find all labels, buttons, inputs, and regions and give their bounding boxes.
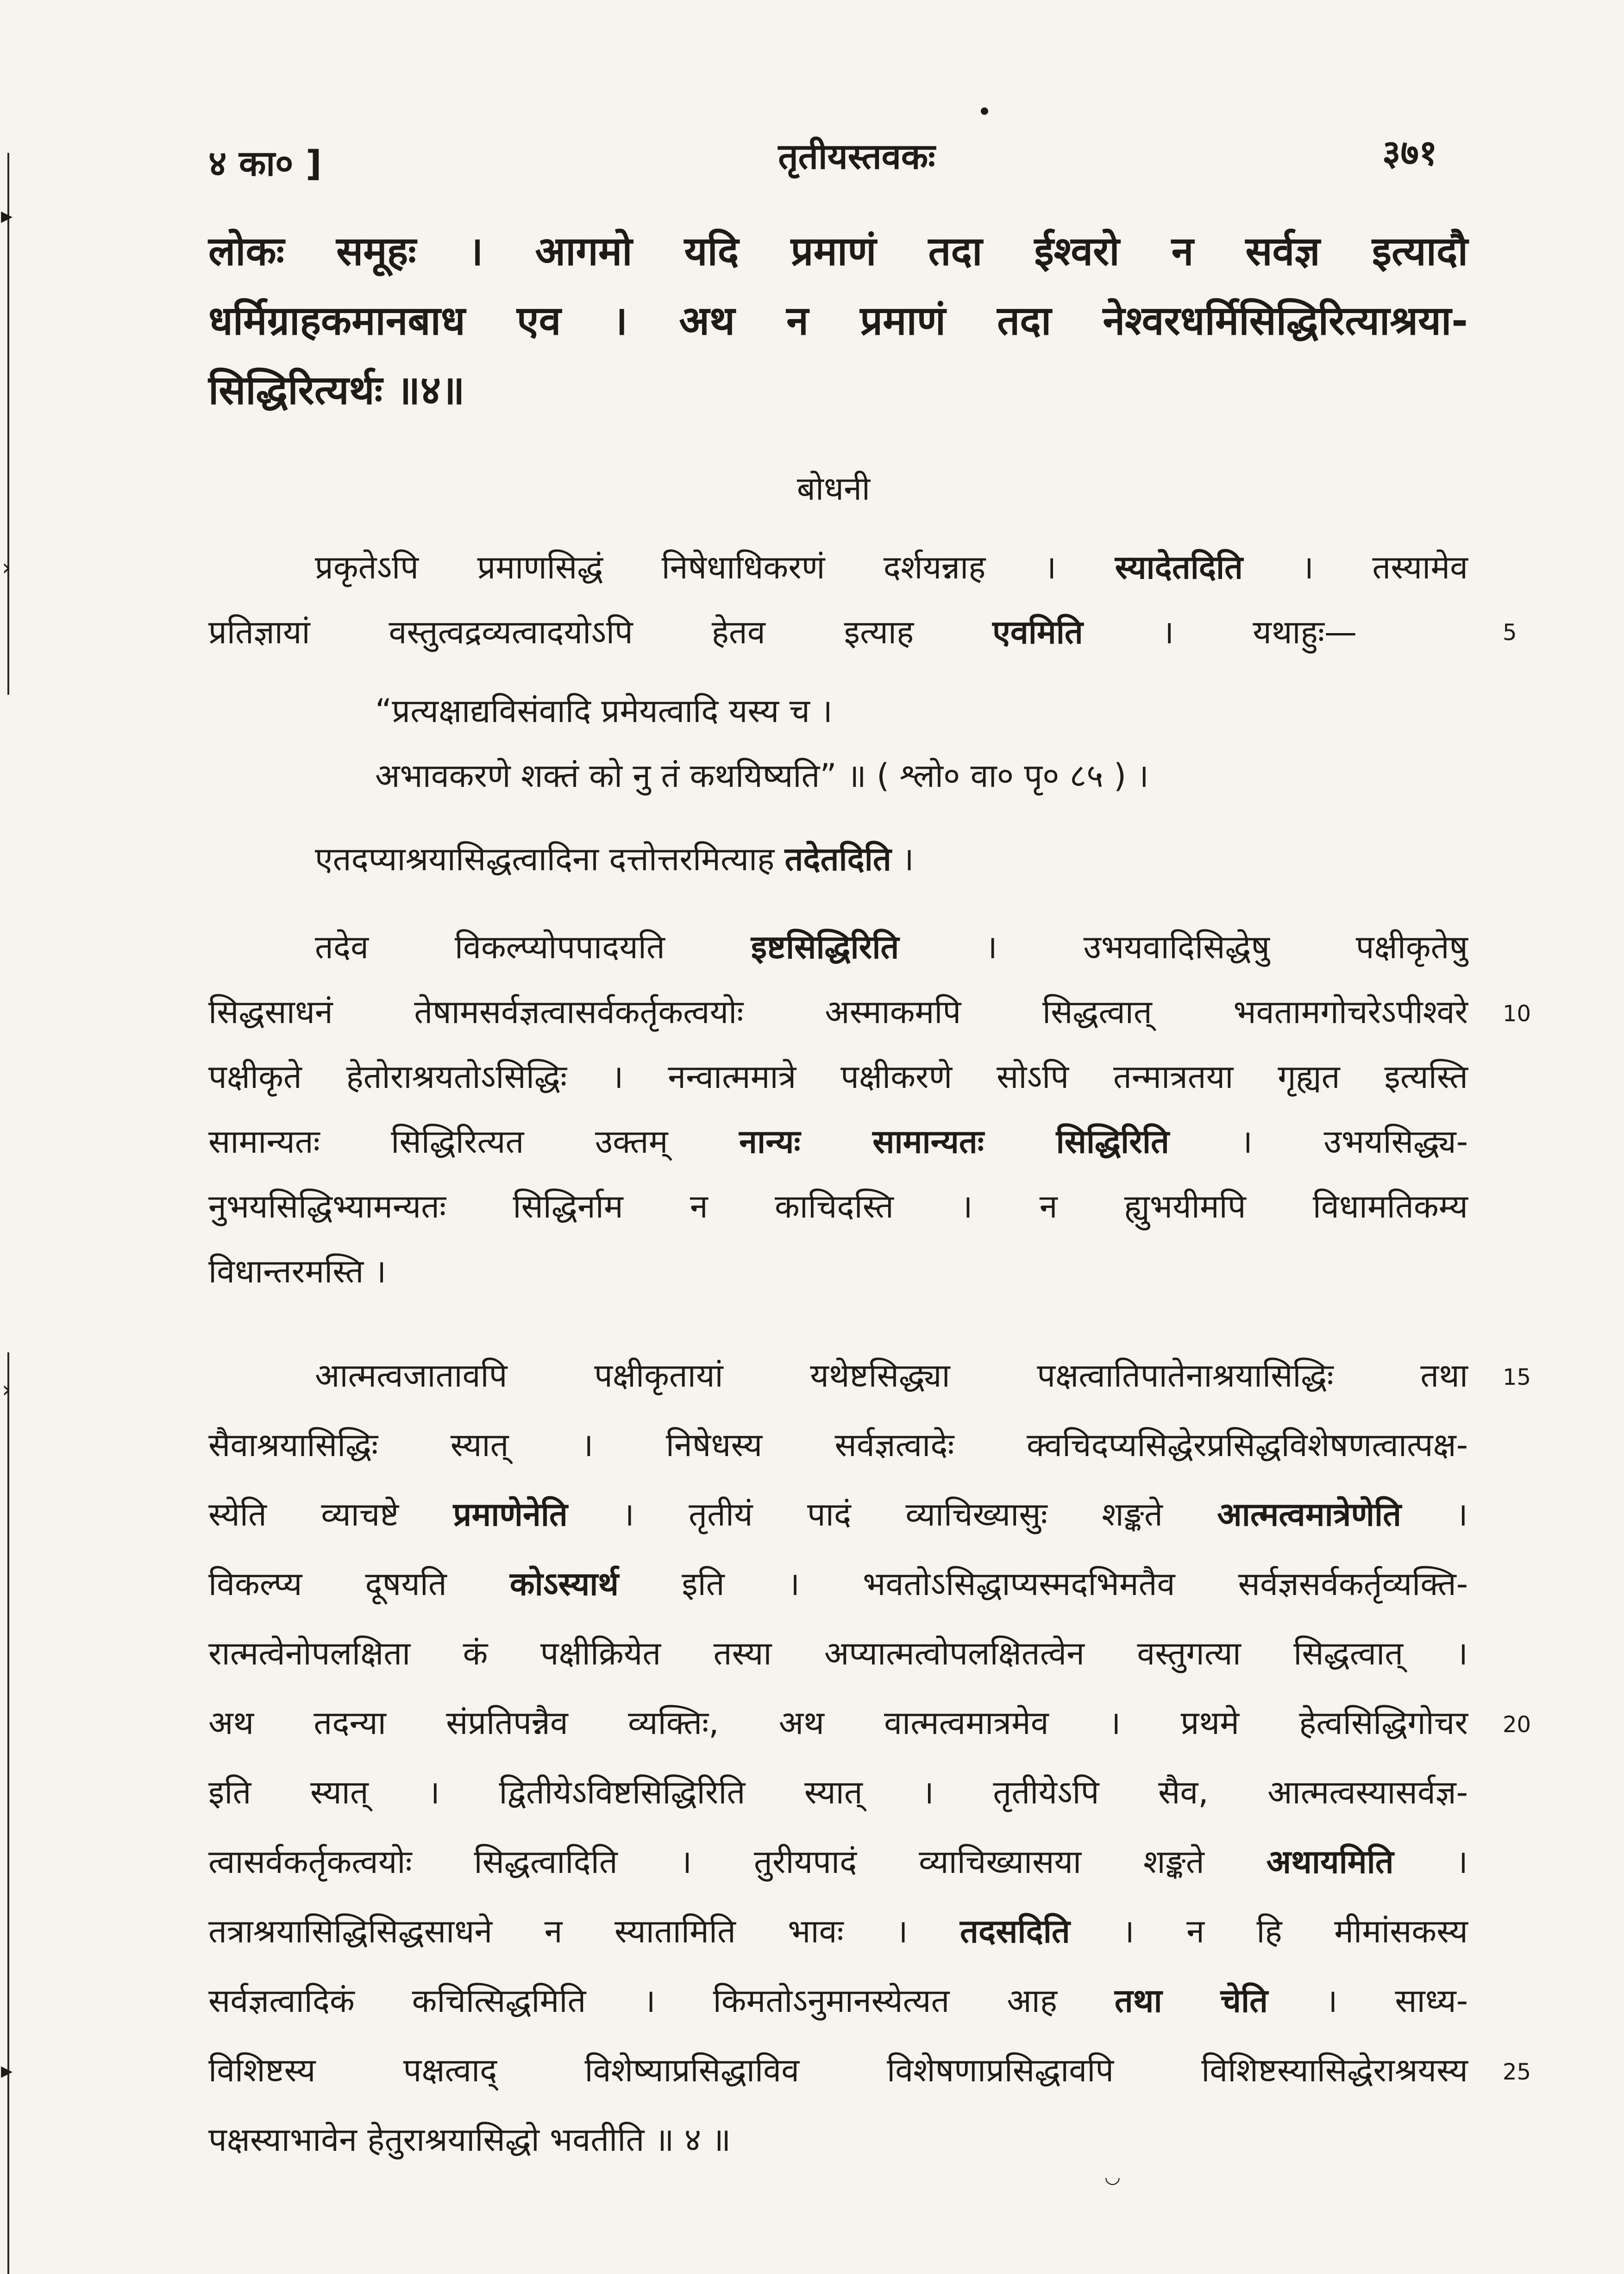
commentary-title: बोधनी [796, 470, 871, 508]
commentary-line: सामान्यतः सिद्धिरित्यत उक्तम् नान्यः सामान्यतः सिद्धिरिति । उभयसिद्ध्य- [208, 1123, 1468, 1161]
commentary-pratika: तथा चेति [1114, 1982, 1268, 2020]
scanned-page-edge [0, 0, 16, 2274]
commentary-line: सिद्धसाधनं तेषामसर्वज्ञत्वासर्वकर्तृकत्वयोः अस्माकमपि सिद्धत्वात् भवतामगोचरेऽपीश्वरे [208, 993, 1468, 1031]
print-speck [981, 107, 988, 115]
edge-arrow-mark: › [2, 554, 11, 581]
verse-quote-line: “प्रत्यक्षाद्यविसंवादि प्रमेयत्वादि यस्य च । [375, 692, 833, 730]
commentary-pratika: कोऽस्यार्थ [509, 1565, 619, 1603]
commentary-line: सैवाश्रयासिद्धिः स्यात् । निषेधस्य सर्वज्ञत्वादेः क्वचिदप्यसिद्धेरप्रसिद्धविशेषणत्वात्पक्ष- [208, 1426, 1468, 1464]
commentary-line: विशिष्टस्य पक्षत्वाद् विशेष्याप्रसिद्धाविव विशेषणाप्रसिद्धावपि विशिष्टस्यासिद्धेराश्रयस्य [208, 2051, 1468, 2089]
header-page-number: ३७१ [1382, 132, 1437, 173]
commentary-line: स्येति व्याचष्टे प्रमाणेनेति । तृतीयं पादं व्याचिख्यासुः शङ्कते आत्मत्वमात्रेणेति । [208, 1495, 1468, 1533]
header-part-number: ४ का० ] [208, 143, 322, 184]
print-speck: ◡ [1104, 2166, 1121, 2187]
commentary-pratika: आत्मत्वमात्रेणेति [1217, 1495, 1402, 1533]
commentary-pratika: इष्टसिद्धिरिति [751, 928, 899, 966]
binding-shadow [7, 153, 9, 695]
commentary-line: नुभयसिद्धिभ्यामन्यतः सिद्धिर्नाम न काचिदस्ति । न ह्युभयीमपि विधामतिकम्य [208, 1187, 1468, 1225]
line-number: 10 [1503, 1001, 1531, 1027]
commentary-line: विकल्प्य दूषयति कोऽस्यार्थ इति । भवतोऽसिद्धाप्यस्मदभिमतैव सर्वज्ञसर्वकर्तृव्यक्ति- [208, 1565, 1468, 1603]
commentary-line: अथ तदन्या संप्रतिपन्नैव व्यक्तिः, अथ वात्मत्वमात्रमेव । प्रथमे हेत्वसिद्धिगोचर [208, 1704, 1468, 1742]
commentary-line: तदेव विकल्प्योपपादयति इष्टसिद्धिरिति । उभयवादिसिद्धेषु पक्षीकृतेषु [315, 928, 1468, 966]
commentary-line: इति स्यात् । द्वितीयेऽविष्टसिद्धिरिति स्यात् । तृतीयेऽपि सैव, आत्मत्वस्यासर्वज्ञ- [208, 1773, 1468, 1811]
binding-shadow [7, 1352, 9, 2274]
verse-quote-line: अभावकरणे शक्तं को नु तं कथयिष्यति” ॥ ( श्लो० वा० पृ० ८५ ) । [375, 757, 1149, 795]
commentary-pratika: एवमिति [992, 613, 1083, 651]
commentary-line: त्वासर्वकर्तृकत्वयोः सिद्धत्वादिति । तुरीयपादं व्याचिख्यासया शङ्कते अथायमिति । [208, 1843, 1468, 1881]
commentary-line: रात्मत्वेनोपलक्षिता कं पक्षीक्रियेत तस्या अप्यात्मत्वोपलक्षितत्वेन वस्तुगत्या सिद्धत्वात् । [208, 1634, 1468, 1672]
commentary-line: सर्वज्ञत्वादिकं कचित्सिद्धमिति । किमतोऽनुमानस्येत्यत आह तथा चेति । साध्य- [208, 1982, 1468, 2020]
commentary-line: आत्मत्वजातावपि पक्षीकृतायां यथेष्टसिद्ध्या पक्षत्वातिपातेनाश्रयासिद्धिः तथा [315, 1357, 1468, 1395]
commentary-pratika: नान्यः सामान्यतः सिद्धिरिति [739, 1123, 1169, 1161]
commentary-line: एतदप्याश्रयासिद्धत्वादिना दत्तोत्तरमित्याह तदेतदिति । [315, 840, 914, 878]
commentary-line: प्रकृतेऽपि प्रमाणसिद्धं निषेधाधिकरणं दर्शयन्नाह । स्यादेतदिति । तस्यामेव [315, 548, 1468, 586]
commentary-line: पक्षस्याभावेन हेतुराश्रयासिद्धो भवतीति ॥ ४ ॥ [208, 2121, 731, 2159]
line-number: 25 [1503, 2059, 1531, 2085]
commentary-pratika: स्यादेतदिति [1115, 548, 1243, 586]
commentary-pratika: प्रमाणेनेति [453, 1495, 568, 1533]
commentary-line: पक्षीकृते हेतोराश्रयतोऽसिद्धिः । नन्वात्ममात्रे पक्षीकरणे सोऽपि तन्मात्रतया गृह्यत इत्यस्ति [208, 1058, 1468, 1096]
commentary-line: विधान्तरमस्ति । [208, 1252, 387, 1290]
commentary-pratika: तदेतदिति [784, 840, 891, 878]
main-text-line: धर्मिग्राहकमानबाध एव । अथ न प्रमाणं तदा नेश्वरधर्मिसिद्धिरित्याश्रया- [208, 298, 1468, 344]
commentary-pratika: तदसदिति [960, 1912, 1070, 1950]
line-number: 20 [1503, 1712, 1531, 1738]
header-running-title: तृतीयस्तवकः [778, 136, 935, 177]
commentary-pratika: अथायमिति [1266, 1843, 1394, 1881]
commentary-line: तत्राश्रयासिद्धिसिद्धसाधने न स्यातामिति भावः । तदसदिति । न हि मीमांसकस्य [208, 1912, 1468, 1950]
line-number: 5 [1503, 620, 1517, 646]
edge-arrow-mark: ▸ [1, 202, 13, 229]
commentary-line: प्रतिज्ञायां वस्तुत्वद्रव्यत्वादयोऽपि हेतव इत्याह एवमिति । यथाहुः— [208, 613, 1357, 651]
edge-arrow-mark: › [2, 1376, 11, 1403]
main-text-line: सिद्धिरित्यर्थः ॥४॥ [208, 367, 465, 414]
edge-arrow-mark: ▸ [1, 2057, 13, 2084]
main-text-line: लोकः समूहः । आगमो यदि प्रमाणं तदा ईश्वरो न सर्वज्ञ इत्यादौ [208, 228, 1468, 275]
line-number: 15 [1503, 1364, 1531, 1390]
